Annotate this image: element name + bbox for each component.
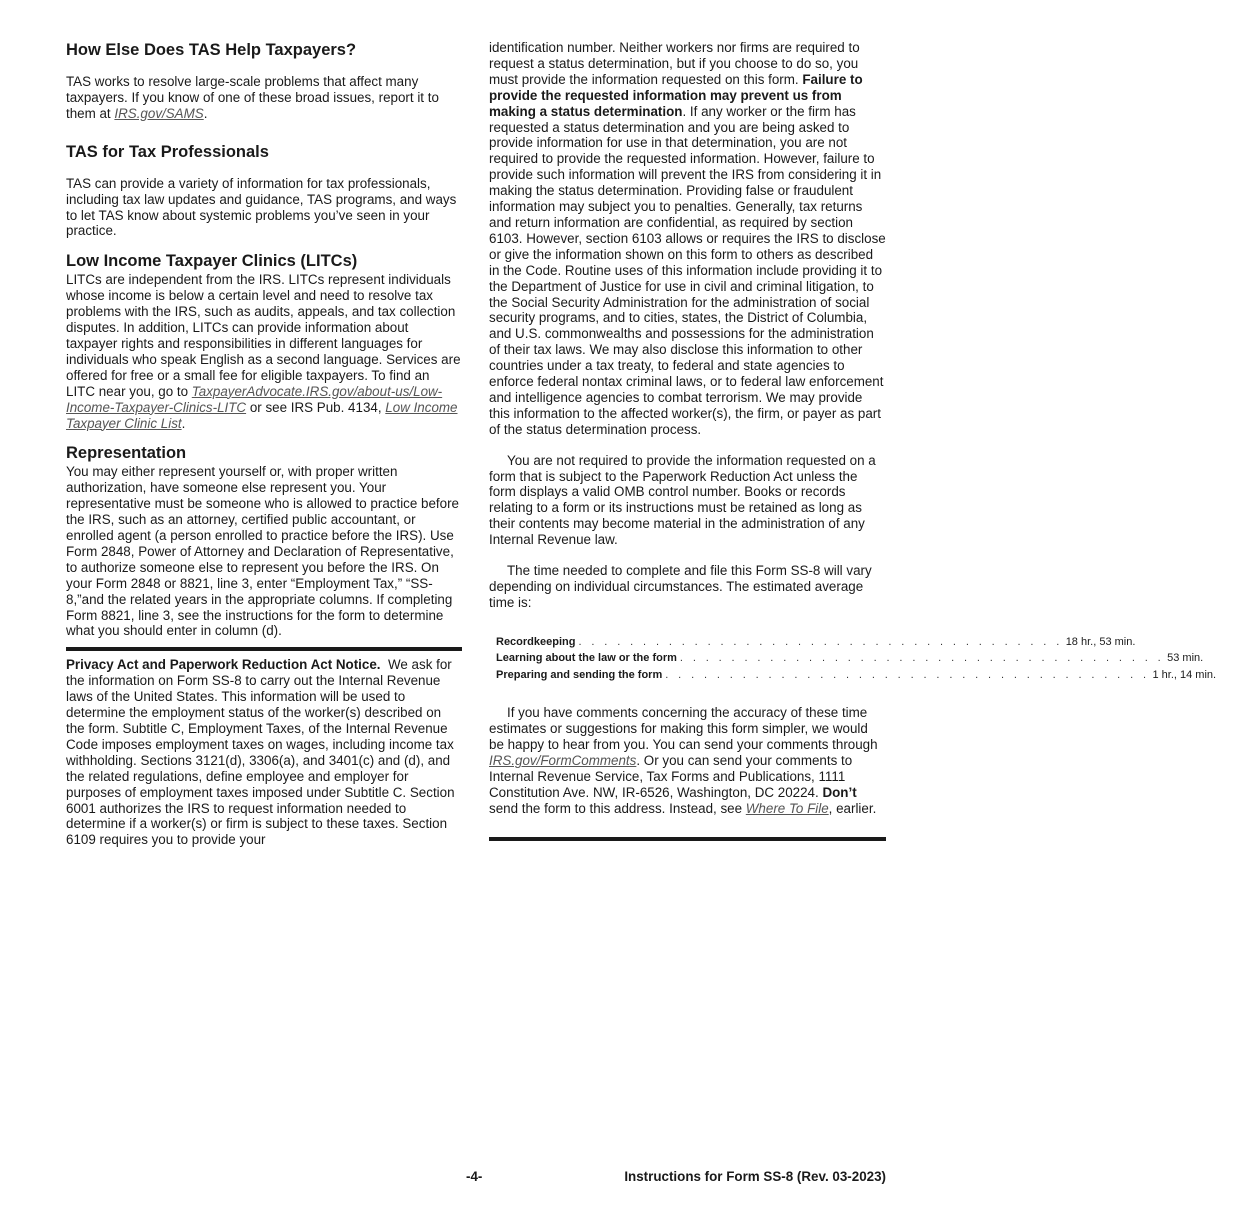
time-label: Recordkeeping (496, 635, 576, 648)
privacy-continued-paragraph: identification number. Neither workers nor firms are required to request a status determination, but if you choose to do so, you must provide the information requested on this form. Failure to provide the requested information may prevent us from making a status determination. If any worker or the firm has requested a status determination and you are being asked to provide information for use in that determination, you are not required to provide the requested information. However, failure to provide such information will prevent the IRS from considering it in making the status determination. Providing false or fraudulent information may subject you to penalties. Generally, tax returns and return information are confidential, as required by section 6103. However, section 6103 allows or requires the IRS to disclose or give the information shown on this form to others as described in the Code. Routine uses of this information include providing it to the Department of Justice for use in civil and criminal litigation, to the Social Security Administration for the administration of social security programs, and to cities, states, the District of Columbia, and U.S. commonwealths and possessions for the administration of their tax laws. We may also disclose this information to other countries under a tax treaty, to federal and state agencies to enforce federal nontax criminal laws, or to federal law enforcement and intelligence agencies to combat terrorism. We may provide this information to the affected worker(s), the firm, or payer as part of the status determination process. (489, 40, 886, 437)
irs-sams-link[interactable]: IRS.gov/SAMS (114, 105, 204, 121)
right-column (489, 40, 1217, 841)
representation-paragraph: You may either represent yourself or, with proper written authorization, have someone else represent you. Your representative must be someone who is allowed to practice before the IRS, such as an attorney, certified public accountant, or enrolled agent (a person enrolled to practice before the IRS). Use Form 2848, Power of Attorney and Declaration of Representative, to authorize someone else to represent you before the IRS. On your Form 2848 or 8821, line 3, enter “Employment Tax,” “SS-8,”and the related years in the appropriate columns. If completing Form 8821, line 3, see the instructions for the form to determine what you should enter in column (d). (66, 464, 460, 639)
dot-leader: . . . . . . . . . . . . . . . . . . . . . . . . . . . . . . . . . . . . . . (665, 668, 1150, 681)
time-row-preparing (496, 667, 1217, 684)
where-to-file-link[interactable]: Where To File (745, 800, 829, 816)
privacy-heading: Privacy Act and Paperwork Reduction Act Notice. (66, 657, 381, 673)
tas-pros-paragraph: TAS can provide a variety of information for tax professionals, including tax law updates and guidance, TAS programs, and ways to let TAS know about systemic problems you’ve seen in your practice. (66, 175, 457, 239)
time-label: Learning about the law or the form (496, 652, 677, 665)
pub-4134-link[interactable]: Low Income Taxpayer Clinic List (66, 399, 458, 431)
tas-pros-heading: TAS for Tax Professionals (66, 142, 269, 161)
litc-paragraph: LITCs are independent from the IRS. LITCs represent individuals whose income is below a certain level and need to resolve tax problems with the IRS, such as audits, appeals, and tax collection disputes. In addition, LITCs can provide information about taxpayer rights and responsibilities in different languages for individuals who speak English as a second language. Services are offered for free or a small fee for eligible taxpayers. To find an LITC near you, go to TaxpayerAdvocate.IRS.gov/about-us/Low-Income-Taxpayer-Clinics-LITC or see IRS Pub. 4134, Low Income Taxpayer Clinic List. (66, 272, 461, 431)
section-divider (66, 647, 462, 651)
privacy-paragraph: Privacy Act and Paperwork Reduction Act Notice. We ask for the information on Form SS-8 to carry out the Internal Revenue laws of the United States. This information will be used to determine the employment status of the worker(s) described on the form. Subtitle C, Employment Taxes, of the Internal Revenue Code imposes employment taxes on wages, including income tax withholding. Sections 3121(d), 3306(a), and 3401(c) and (d), and the related regulations, define employee and employer for purposes of employment taxes imposed under Subtitle C. Section 6001 authorizes the IRS to request information needed to determine if a worker(s) or firm is subject to these taxes. Section 6109 requires you to provide your (66, 657, 455, 848)
time-intro-paragraph: The time needed to complete and file this Form SS-8 will vary depending on individual circumstances. The estimated average time is: (489, 563, 872, 610)
form-comments-link[interactable]: IRS.gov/FormComments (489, 753, 637, 769)
dot-leader: . . . . . . . . . . . . . . . . . . . . . . . . . . . . . . . . . . . . . . (578, 635, 1063, 648)
time-label: Preparing and sending the form (496, 668, 663, 681)
time-row-recordkeeping (496, 634, 1136, 651)
time-value: 18 hr., 53 min. (1065, 635, 1136, 648)
dot-leader: . . . . . . . . . . . . . . . . . . . . . . . . . . . . . . . . . . . . . . (679, 652, 1165, 665)
litc-link[interactable]: TaxpayerAdvocate.IRS.gov/about-us/Low-Income-Taxpayer-Clinics-LITC (66, 383, 443, 415)
time-row-learning (496, 650, 1204, 667)
representation-heading: Representation (66, 444, 187, 463)
time-estimate-table (496, 634, 1217, 684)
litc-heading: Low Income Taxpayer Clinics (LITCs) (66, 252, 358, 271)
time-value: 53 min. (1167, 652, 1204, 665)
tas-help-heading: How Else Does TAS Help Taxpayers? (66, 41, 357, 59)
time-value: 1 hr., 14 min. (1152, 668, 1217, 681)
tas-help-paragraph: TAS works to resolve large-scale problems that affect many taxpayers. If you know of one of these broad issues, report it to them at IRS.gov/SAMS. (66, 74, 439, 121)
document-title: Instructions for Form SS-8 (Rev. 03-2023) (624, 1169, 886, 1184)
comments-paragraph: If you have comments concerning the accuracy of these time estimates or suggestions for making this form simpler, we would be happy to hear from you. You can send your comments through IRS.gov/FormComments. Or you can send your comments to Internal Revenue Service, Tax Forms and Publications, 1111 Constitution Ave. NW, IR-6526, Washington, DC 20224. Don’t send the form to this address. Instead, see Where To File, earlier. (489, 705, 878, 816)
page-number: -4- (466, 1169, 483, 1184)
omb-paragraph: You are not required to provide the information requested on a form that is subject to the Paperwork Reduction Act unless the form displays a valid OMB control number. Books or records relating to a form or its instructions must be retained as long as their contents may become material in the administration of any Internal Revenue law. (489, 452, 876, 548)
left-column (66, 40, 462, 848)
end-divider (489, 837, 886, 841)
